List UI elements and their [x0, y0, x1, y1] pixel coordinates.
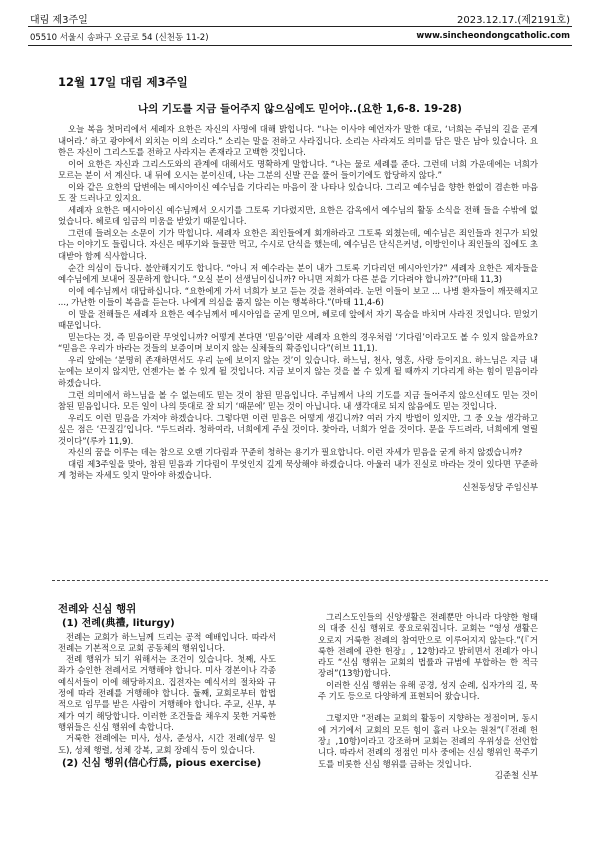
liturgy-paragraph: 그리스도인들의 신앙생활은 전례뿐만 아니라 다양한 형태의 대중 신심 행위로 풍요로워집니다. 교회는 “영성 생활은 오로지 거룩한 전례의 참여만으로 이루어지지 않는다.”(『거룩한 전례에 관한 헌장』, 12항)라고 밝히면서 전례가 아니라도 “신심 행위는 교회의 법률과 규범에 부합하는 한 적극 장려”(13항)합니다. — [318, 612, 538, 679]
homily-date-title: 12월 17일 대림 제3주일 — [58, 75, 188, 89]
homily-paragraph: 이와 같은 요한의 답변에는 메시아이신 예수님을 기다리는 마음이 잘 나타나 있습니다. 그리고 예수님을 향한 한없이 겸손한 마음도 잘 드러나고 있지요. — [58, 181, 538, 204]
liturgy-paragraph: 그렇지만 “전례는 교회의 활동이 지향하는 정점이며, 동시에 거기에서 교회의 모든 힘이 흘러 나오는 원천”(『전례 헌장』,10항)이라고 강조하며 교회는 전례의 우위성을 선언합니다. 따라서 전례의 정점인 미사 중에는 신심 행위인 묵주기도를 비롯한 신심 행위를 금하는 것입니다. — [318, 713, 538, 769]
liturgy-paragraph: 거룩한 전례에는 미사, 성사, 준성사, 시간 전례(성무 일도), 성체 행렬, 성체 강복, 교회 장례식 등이 있습니다. — [58, 733, 276, 755]
church-address: 05510 서울시 송파구 오금로 54 (신천동 11-2) — [30, 33, 209, 43]
homily-paragraph: 이 말을 전해들은 세례자 요한은 예수님께서 메시아임을 굳게 믿으며, 헤로데 앞에서 자기 목숨을 바치며 사라진 것입니다. 믿었기 때문입니다. — [58, 308, 538, 331]
paragraph-gap — [318, 702, 538, 713]
homily-paragraph: 대림 제3주일을 맞아, 참된 믿음과 기다림이 무엇인지 깊게 묵상해야 하겠습니다. 아울러 내가 진실로 바라는 것이 있다면 꾸준하게 청하는 자세도 잊지 말아야 하겠습니다. — [58, 458, 538, 481]
liturgy-left-column — [58, 604, 276, 771]
section-divider — [52, 580, 548, 581]
homily-paragraph: 믿는다는 것, 즉 믿음이란 무엇입니까? 어떻게 본다면 ‘믿음’이란 세례자 요한의 경우처럼 ‘기다림’이라고도 볼 수 있지 않을까요? “믿음은 우리가 바라는 것들의 보증이며 보이지 않는 실체들의 확증입니다”(히브 11,1). — [58, 331, 538, 354]
liturgy-right-column — [318, 612, 538, 781]
homily-paragraph: 그런 의미에서 하느님을 볼 수 없는데도 믿는 것이 참된 믿음입니다. 주님께서 나의 기도를 지금 들어주지 않으신데도 믿는 것이 참된 믿음입니다. 모든 일이 나의 뜻대로 잘 되기 ‘때문에’ 믿는 것이 아닙니다. 내 생각대로 되지 않음에도 믿는 것입니다. — [58, 389, 538, 412]
liturgy-section-title: 전례와 신심 행위 — [58, 603, 137, 615]
homily-paragraph: 그런데 들려오는 소문이 기가 막힙니다. 세례자 요한은 죄인들에게 회개하라고 그토록 외쳤는데, 예수님은 죄인들과 친구가 되었다는 이야기도 들립니다. 자신은 메뚜기와 들꿀만 먹고, 수시로 단식을 했는데, 예수님은 단식은커녕, 이방인이나 죄인들의 집에도 초대받아 함께 식사합니다. — [58, 227, 538, 262]
page-header — [28, 8, 572, 27]
homily-paragraph: 세례자 요한은 메시아이신 예수님께서 오시기를 그토록 기다렸지만, 요한은 감옥에서 예수님의 활동 소식을 전해 들을 수밖에 없었습니다. 헤로데 임금의 미움을 받았기 때문입니다. — [58, 204, 538, 227]
header-week: 대림 제3주일 — [30, 15, 88, 26]
address-bar — [28, 29, 572, 46]
liturgy-subtitle-1: (1) 전례(典禮, liturgy) — [62, 618, 175, 630]
homily-body — [58, 124, 538, 494]
homily-paragraph: 우리도 이런 믿음을 가져야 하겠습니다. 그렇다면 이런 믿음은 어떻게 생깁니까? 여러 가지 방법이 있지만, 그 중 오늘 생각하고 싶은 점은 ‘끈질김’입니다. “두드려라. 청하여라, 너희에게 주실 것이다. 찾아라, 너희가 얻을 것이다. 문을 두드려라, 너희에게 열릴 것이다”(루카 11,9). — [58, 412, 538, 446]
homily-reading-title: 나의 기도를 지금 들어주지 않으심에도 믿어야..(요한 1,6-8. 19-28) — [137, 103, 462, 115]
homily-paragraph: 우리 앞에는 ‘분명히 존재하면서도 우리 눈에 보이지 않는 것’이 있습니다. 하느님, 천사, 영혼, 사랑 등이지요. 하느님은 지금 내 눈에는 보이지 않지만, 언젠가는 볼 수 있게 될 것입니다. 지금 보이지 않는 것을 볼 수 있게 될 때까지 기다리게 하는 힘이 믿음이라 하겠습니다. — [58, 354, 538, 389]
liturgy-paragraph: 이러한 신심 행위는 유해 공경, 성지 순례, 십자가의 길, 묵주 기도 등으로 다양하게 표현되어 왔습니다. — [318, 679, 538, 702]
liturgy-paragraph: 전례 행위가 되기 위해서는 조건이 있습니다. 첫째, 사도좌가 승인한 전례서로 거행해야 합니다. 미사 경본이나 각종 예식서들이 이에 해당하지요. 집전자는 예식서의 절차와 규정에 따라 전례를 거행해야 합니다. 둘째, 교회로부터 합법적으로 임무를 받은 사람이 거행해야 합니다. 주교, 신부, 부제가 여기 해당합니다. 이러한 조건들을 채우지 못한 거룩한 행위들은 신심 행위에 속합니다. — [58, 654, 276, 732]
homily-signature: 신천동성당 주임신부 — [462, 481, 538, 492]
header-date-issue: 2023.12.17.(제2191호) — [456, 15, 570, 26]
homily-paragraph: 이어 요한은 자신과 그리스도와의 관계에 대해서도 명확하게 말합니다. “나는 물로 세례를 준다. 그런데 너희 가운데에는 너희가 모르는 분이 서 계신다. 내 뒤에 오시는 분이신데, 나는 그분의 신발 끈을 풀어 들이기에도 합당하지 않다.” — [58, 158, 538, 181]
homily-paragraph: 오늘 복음 첫머리에서 세례자 요한은 자신의 사명에 대해 밝힙니다. “나는 이사야 예언자가 말한 대로, ‘너희는 주님의 길을 곧게 내어라.’ 하고 광야에서 외치는 이의 소리다.” 소리는 말을 전하고 사라집니다. 소리는 사라져도 의미를 담은 말은 남아 있습니다. 요한은 자신이 그리스도를 전하고 사라지는 존재라고 고백한 것입니다. — [58, 124, 538, 158]
homily-paragraph: 자신의 꿈을 이루는 데는 참으로 오랜 기다림과 꾸준히 청하는 용기가 필요합니다. 이런 자세가 믿음을 굳게 하지 않겠습니까? — [68, 447, 523, 458]
liturgy-subtitle-2: (2) 신심 행위(信心行爲, pious exercise) — [62, 757, 262, 769]
liturgy-paragraph: 전례는 교회가 하느님께 드리는 공적 예배입니다. 따라서 전례는 기본적으로 교회 공동체의 행위입니다. — [58, 631, 276, 653]
website-link[interactable]: www.sincheondongcatholic.com — [416, 31, 570, 41]
homily-paragraph: 이에 예수님께서 대답하십니다. “요한에게 가서 너희가 보고 듣는 것을 전하여라. 눈먼 이들이 보고 ... 나병 환자들이 깨끗해지고 ..., 가난한 이들이 복음을 듣는다. 나에게 의심을 품지 않는 이는 행복하다.”(마태 11,4-6) — [58, 285, 538, 308]
liturgy-signature: 김준철 신부 — [494, 769, 538, 780]
homily-paragraph: 순간 의심이 듭니다. 불안해지기도 합니다. “아니 저 예수라는 분이 내가 그토록 기다리던 메시아인가?” 세례자 요한은 제자들을 예수님에게 보내어 질문하게 합니다. “오실 분이 선생님이십니까? 아니면 저희가 다른 분을 기다려야 합니까?”(마태 11,3) — [58, 262, 538, 285]
